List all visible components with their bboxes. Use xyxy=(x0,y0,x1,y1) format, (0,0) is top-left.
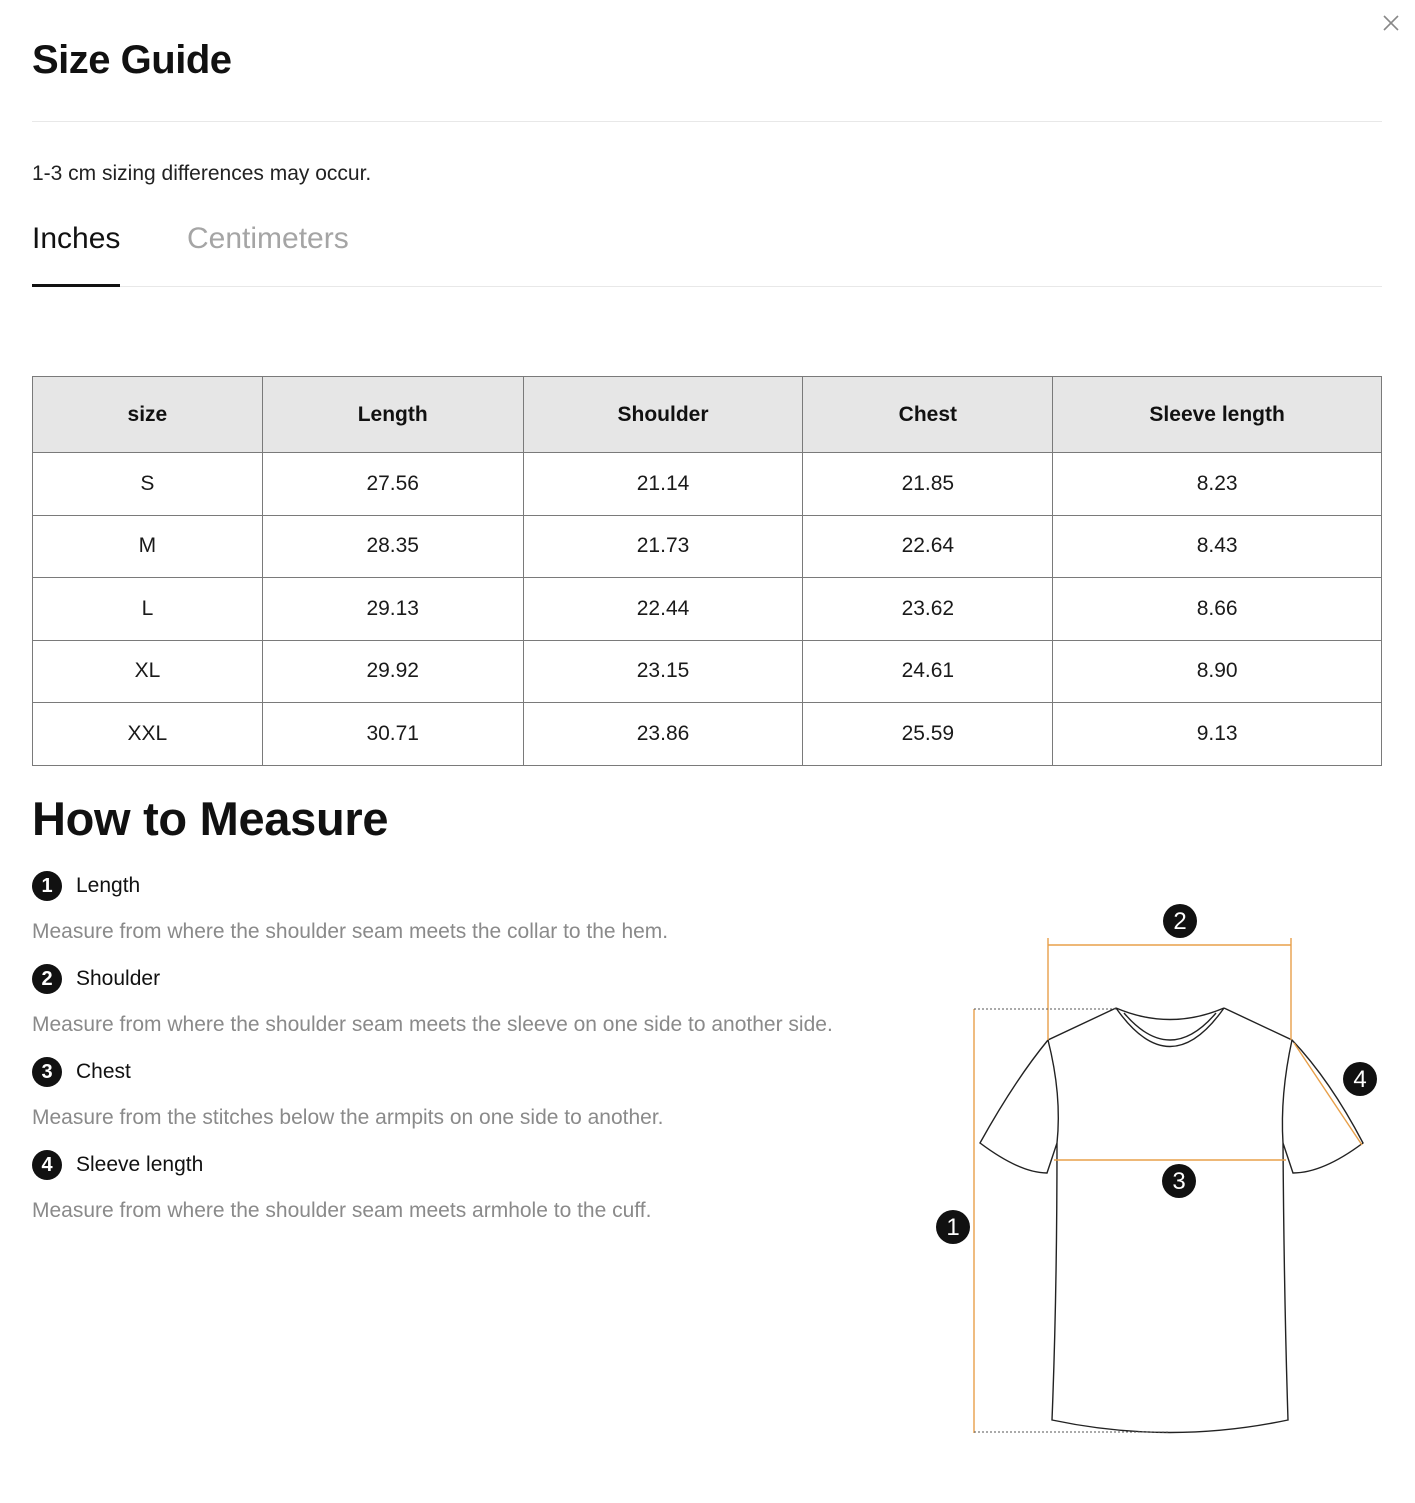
table-row xyxy=(33,578,1382,641)
table-row xyxy=(33,453,1382,516)
table-cell: 8.23 xyxy=(1053,453,1382,516)
tab-centimeters[interactable]: Centimeters xyxy=(187,222,349,255)
svg-text:1: 1 xyxy=(946,1214,960,1241)
marker-2 xyxy=(1163,904,1197,938)
table-cell: 27.56 xyxy=(262,453,523,516)
tab-inches[interactable]: Inches xyxy=(32,222,120,287)
step-description: Measure from where the shoulder seam meets armhole to the cuff. xyxy=(32,1199,652,1222)
svg-text:2: 2 xyxy=(1173,908,1187,935)
table-row xyxy=(33,640,1382,703)
close-icon xyxy=(1378,10,1404,36)
table-cell: XXL xyxy=(33,703,263,766)
table-cell: 29.13 xyxy=(262,578,523,641)
table-cell: 29.92 xyxy=(262,640,523,703)
table-cell: 30.71 xyxy=(262,703,523,766)
table-cell: 21.73 xyxy=(523,515,803,578)
table-cell: L xyxy=(33,578,263,641)
measure-step-chest xyxy=(32,1057,131,1087)
how-to-measure-title: How to Measure xyxy=(32,792,389,845)
svg-text:4: 4 xyxy=(1353,1066,1367,1093)
table-cell: 25.59 xyxy=(803,703,1053,766)
header-divider xyxy=(32,121,1382,122)
table-cell: 8.43 xyxy=(1053,515,1382,578)
table-row xyxy=(33,515,1382,578)
table-cell: 23.15 xyxy=(523,640,803,703)
marker-4 xyxy=(1343,1062,1377,1096)
table-cell: 9.13 xyxy=(1053,703,1382,766)
column-header-chest: Chest xyxy=(803,377,1053,453)
step-number-badge: 3 xyxy=(32,1057,62,1087)
table-row xyxy=(33,703,1382,766)
marker-3 xyxy=(1162,1164,1196,1198)
step-number-badge: 1 xyxy=(32,871,62,901)
measure-step-length xyxy=(32,871,140,901)
tshirt-outline xyxy=(980,1008,1363,1433)
table-cell: 23.62 xyxy=(803,578,1053,641)
tshirt-measurement-diagram xyxy=(930,895,1380,1445)
step-description: Measure from the stitches below the armpits on one side to another. xyxy=(32,1106,664,1129)
table-cell: 28.35 xyxy=(262,515,523,578)
table-cell: 23.86 xyxy=(523,703,803,766)
size-table xyxy=(32,376,1382,766)
table-cell: 22.64 xyxy=(803,515,1053,578)
table-cell: 21.85 xyxy=(803,453,1053,516)
step-description: Measure from where the shoulder seam meets the sleeve on one side to another side. xyxy=(32,1013,833,1036)
table-cell: 8.90 xyxy=(1053,640,1382,703)
measure-step-sleeve-length xyxy=(32,1150,203,1180)
measure-step-shoulder xyxy=(32,964,160,994)
table-cell: 22.44 xyxy=(523,578,803,641)
sizing-note: 1-3 cm sizing differences may occur. xyxy=(32,162,372,185)
marker-1 xyxy=(936,1210,970,1244)
unit-tabs xyxy=(32,222,1382,287)
svg-text:3: 3 xyxy=(1172,1168,1186,1195)
close-button[interactable] xyxy=(1378,10,1404,36)
table-cell: 24.61 xyxy=(803,640,1053,703)
step-label: Chest xyxy=(76,1060,131,1083)
table-cell: M xyxy=(33,515,263,578)
column-header-size: size xyxy=(33,377,263,453)
column-header-length: Length xyxy=(262,377,523,453)
step-description: Measure from where the shoulder seam meets the collar to the hem. xyxy=(32,920,669,943)
table-cell: 21.14 xyxy=(523,453,803,516)
table-cell: S xyxy=(33,453,263,516)
step-label: Length xyxy=(76,874,141,897)
step-label: Sleeve length xyxy=(76,1153,204,1176)
step-number-badge: 4 xyxy=(32,1150,62,1180)
step-number-badge: 2 xyxy=(32,964,62,994)
table-cell: XL xyxy=(33,640,263,703)
table-header-row xyxy=(33,377,1382,453)
column-header-shoulder: Shoulder xyxy=(523,377,803,453)
table-cell: 8.66 xyxy=(1053,578,1382,641)
page-title: Size Guide xyxy=(32,38,232,82)
column-header-sleeve-length: Sleeve length xyxy=(1053,377,1382,453)
step-label: Shoulder xyxy=(76,967,161,990)
